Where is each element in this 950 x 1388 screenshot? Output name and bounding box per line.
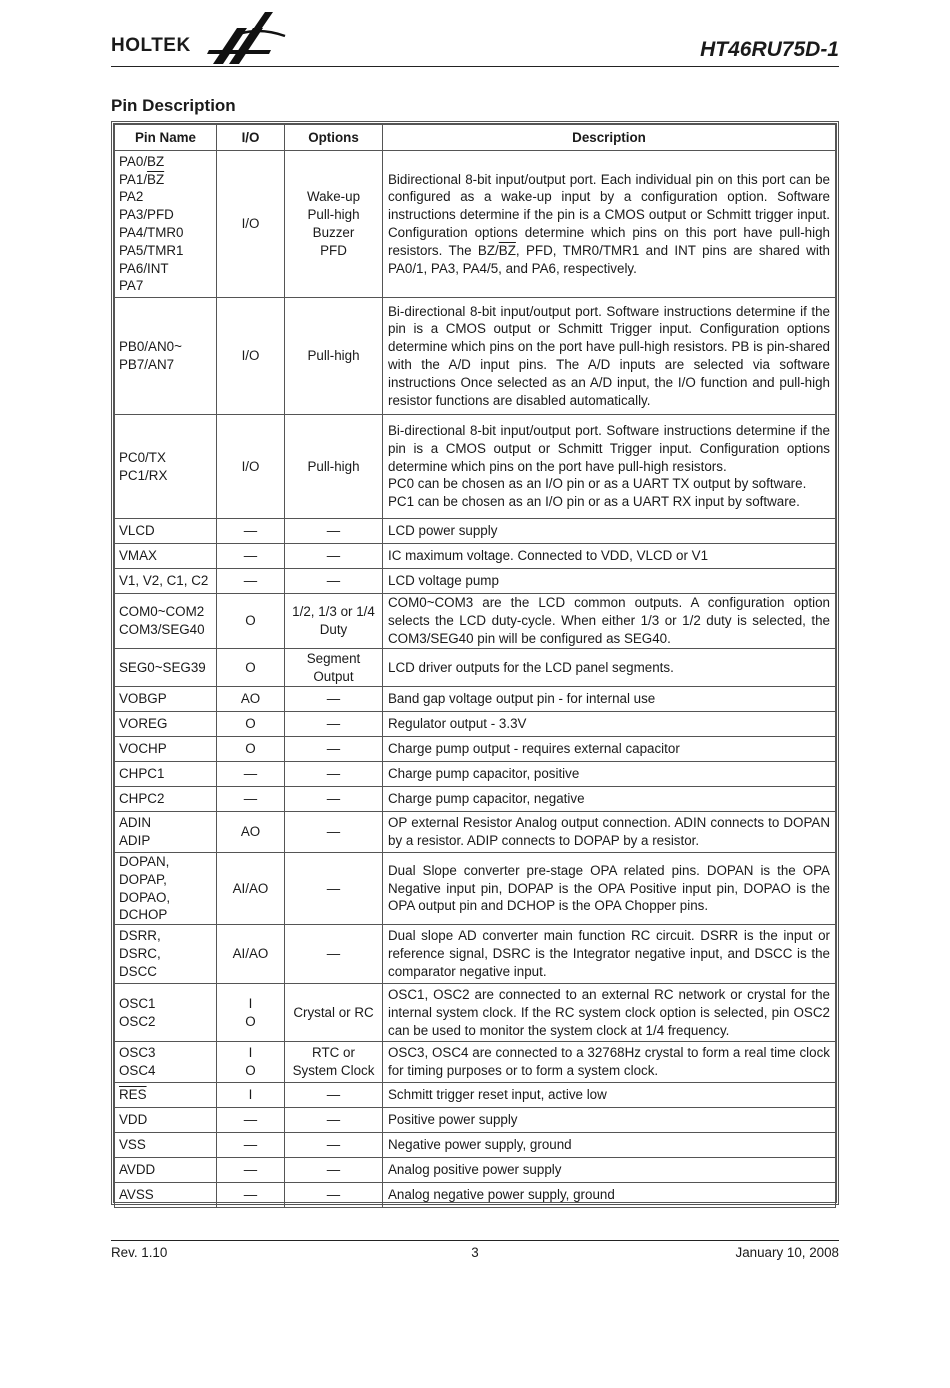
description-cell: IC maximum voltage. Connected to VDD, VLCD or V1 [383,544,836,569]
pin-table-body [115,151,836,1208]
io-cell: I [217,1083,285,1108]
description-cell: Analog negative power supply, ground [383,1183,836,1208]
pin-name-cell: PB0/AN0~ PB7/AN7 [115,298,217,415]
table-row [115,151,836,298]
table-row [115,1042,836,1083]
options-cell: — [285,787,383,812]
options-cell: — [285,519,383,544]
options-cell: — [285,737,383,762]
table-row [115,687,836,712]
io-cell: — [217,519,285,544]
io-cell: I/O [217,298,285,415]
col-header-options: Options [285,125,383,151]
description-cell: Bi-directional 8-bit input/output port. Software instructions determine if the pin is a CMOS output or Schmitt Trigger input. Configuration options determine which pins on the port have pull-high resistors. PC0 can be chosen as an I/O pin or as a UART TX output by software. PC1 can be chosen as an I/O pin or as a UART RX input by software. [383,415,836,519]
table-row [115,1133,836,1158]
io-cell: O [217,649,285,687]
holtek-logo-mark-icon [207,6,289,68]
io-cell: AI/AO [217,925,285,984]
table-row [115,812,836,853]
description-cell: Negative power supply, ground [383,1133,836,1158]
pin-name-cell: V1, V2, C1, C2 [115,569,217,594]
table-row [115,519,836,544]
pin-name-cell: PC0/TX PC1/RX [115,415,217,519]
description-cell: LCD driver outputs for the LCD panel segments. [383,649,836,687]
pin-name-cell: AVSS [115,1183,217,1208]
pin-name-cell: $\overline{RES}$ [115,1083,217,1108]
description-cell: Bidirectional 8-bit input/output port. Each individual pin on this port can be configured as a wake-up input by a configuration option. Software instructions determine if the pin is a CMOS output or Schmitt trigger input. Configuration options determine which pins on this port have pull-high resistors. The $BZ/\overline{BZ}$, PFD, TMR0/TMR1 and INT pins are shared with PA0/1, PA3, PA4/5, and PA6, respectively. [383,151,836,298]
options-cell: 1/2, 1/3 or 1/4 Duty [285,594,383,649]
table-row [115,737,836,762]
io-cell: I/O [217,415,285,519]
col-header-description: Description [383,125,836,151]
description-cell: LCD voltage pump [383,569,836,594]
description-cell: Dual slope AD converter main function RC circuit. DSRR is the input or reference signal, DSRC is the Integrator negative input, and DSCC is the comparator negative input. [383,925,836,984]
description-cell: OP external Resistor Analog output connection. ADIN connects to DOPAN by a resistor. ADIP connects to DOPAP by a resistor. [383,812,836,853]
pin-name-cell: OSC3 OSC4 [115,1042,217,1083]
pin-name-cell: DSRR, DSRC, DSCC [115,925,217,984]
table-row [115,762,836,787]
description-cell: Analog positive power supply [383,1158,836,1183]
io-cell: — [217,569,285,594]
section-title: Pin Description [111,96,236,115]
options-cell: — [285,1108,383,1133]
description-cell: Charge pump capacitor, positive [383,762,836,787]
page-header [111,0,839,67]
options-cell: — [285,762,383,787]
page-number: 3 [471,1245,479,1260]
description-cell: Bi-directional 8-bit input/output port. Software instructions determine if the pin is a CMOS output or Schmitt Trigger input. Configuration options determine which pins on the port have pull-high resistors. PB is pin-shared with the A/D input pins. The A/D inputs are selected via software instructions Once selected as an A/D input, the I/O function and pull-high resistor functions are disabled automatically. [383,298,836,415]
description-cell: Schmitt trigger reset input, active low [383,1083,836,1108]
pin-name-cell: VOCHP [115,737,217,762]
table-row [115,712,836,737]
pin-name-cell: VOBGP [115,687,217,712]
table-row [115,544,836,569]
options-cell: — [285,1133,383,1158]
options-cell: — [285,925,383,984]
revision-date: January 10, 2008 [735,1245,839,1260]
description-cell: Charge pump output - requires external capacitor [383,737,836,762]
pin-description-table [111,121,839,1205]
io-cell: I O [217,1042,285,1083]
page-footer [111,1240,839,1271]
table-header-row [115,125,836,151]
options-cell: Pull-high [285,415,383,519]
options-cell: — [285,1083,383,1108]
io-cell: AO [217,812,285,853]
table-row [115,594,836,649]
table-row [115,1108,836,1133]
io-cell: — [217,544,285,569]
options-cell: — [285,544,383,569]
options-cell: — [285,687,383,712]
options-cell: Segment Output [285,649,383,687]
table-row [115,1158,836,1183]
pin-name-cell: CHPC1 [115,762,217,787]
options-cell: Crystal or RC [285,984,383,1042]
options-cell: — [285,1158,383,1183]
pin-name-cell: VMAX [115,544,217,569]
pin-name-cell: VLCD [115,519,217,544]
table-row [115,853,836,925]
table-row [115,787,836,812]
pin-name-cell: COM0~COM2 COM3/SEG40 [115,594,217,649]
options-cell: — [285,812,383,853]
io-cell: — [217,787,285,812]
table-row [115,649,836,687]
description-cell: Dual Slope converter pre-stage OPA related pins. DOPAN is the OPA Negative input pin, DOPAP is the OPA Positive input pin, DOPAO is the OPA output pin and DCHOP is the OPA Chopper pins. [383,853,836,925]
io-cell: AO [217,687,285,712]
options-cell: — [285,712,383,737]
options-cell: — [285,1183,383,1208]
io-cell: AI/AO [217,853,285,925]
io-cell: — [217,1183,285,1208]
description-cell: COM0~COM3 are the LCD common outputs. A configuration option selects the LCD duty-cycle. When either 1/3 or 1/2 duty is selected, the COM3/SEG40 pin will be configured as SEG40. [383,594,836,649]
io-cell: O [217,712,285,737]
col-header-io: I/O [217,125,285,151]
options-cell: — [285,569,383,594]
table-row [115,415,836,519]
table-row [115,925,836,984]
description-cell: Regulator output - 3.3V [383,712,836,737]
table-row [115,1183,836,1208]
table-row [115,298,836,415]
pin-name-cell: DOPAN, DOPAP, DOPAO, DCHOP [115,853,217,925]
io-cell: — [217,1108,285,1133]
io-cell: — [217,1133,285,1158]
logo-text: HOLTEK [111,35,191,56]
pin-name-cell: OSC1 OSC2 [115,984,217,1042]
revision-label: Rev. 1.10 [111,1245,168,1260]
io-cell: O [217,737,285,762]
options-cell: RTC or System Clock [285,1042,383,1083]
table-row [115,1083,836,1108]
description-cell: LCD power supply [383,519,836,544]
pin-name-cell: SEG0~SEG39 [115,649,217,687]
pin-name-cell: VSS [115,1133,217,1158]
options-cell: — [285,853,383,925]
io-cell: I O [217,984,285,1042]
description-cell: Band gap voltage output pin - for internal use [383,687,836,712]
pin-name-cell: PA0/BZ $PA1/\overline{BZ}$ PA2 PA3/PFD PA4/TMR0 PA5/TMR1 PA6/INT PA7 [115,151,217,298]
part-number: HT46RU75D-1 [700,38,839,61]
pin-name-cell: CHPC2 [115,787,217,812]
description-cell: OSC1, OSC2 are connected to an external RC network or crystal for the internal system clock. If the RC system clock option is selected, pin OSC2 can be used to monitor the system clock at 1/4 frequency. [383,984,836,1042]
pin-name-cell: AVDD [115,1158,217,1183]
options-cell: Wake-up Pull-high Buzzer PFD [285,151,383,298]
table-row [115,984,836,1042]
io-cell: — [217,1158,285,1183]
description-cell: OSC3, OSC4 are connected to a 32768Hz crystal to form a real time clock for timing purposes or to form a system clock. [383,1042,836,1083]
io-cell: — [217,762,285,787]
col-header-pin-name: Pin Name [115,125,217,151]
description-cell: Positive power supply [383,1108,836,1133]
options-cell: Pull-high [285,298,383,415]
pin-name-cell: VDD [115,1108,217,1133]
pin-name-cell: ADIN ADIP [115,812,217,853]
io-cell: I/O [217,151,285,298]
io-cell: O [217,594,285,649]
table-row [115,569,836,594]
pin-name-cell: VOREG [115,712,217,737]
description-cell: Charge pump capacitor, negative [383,787,836,812]
